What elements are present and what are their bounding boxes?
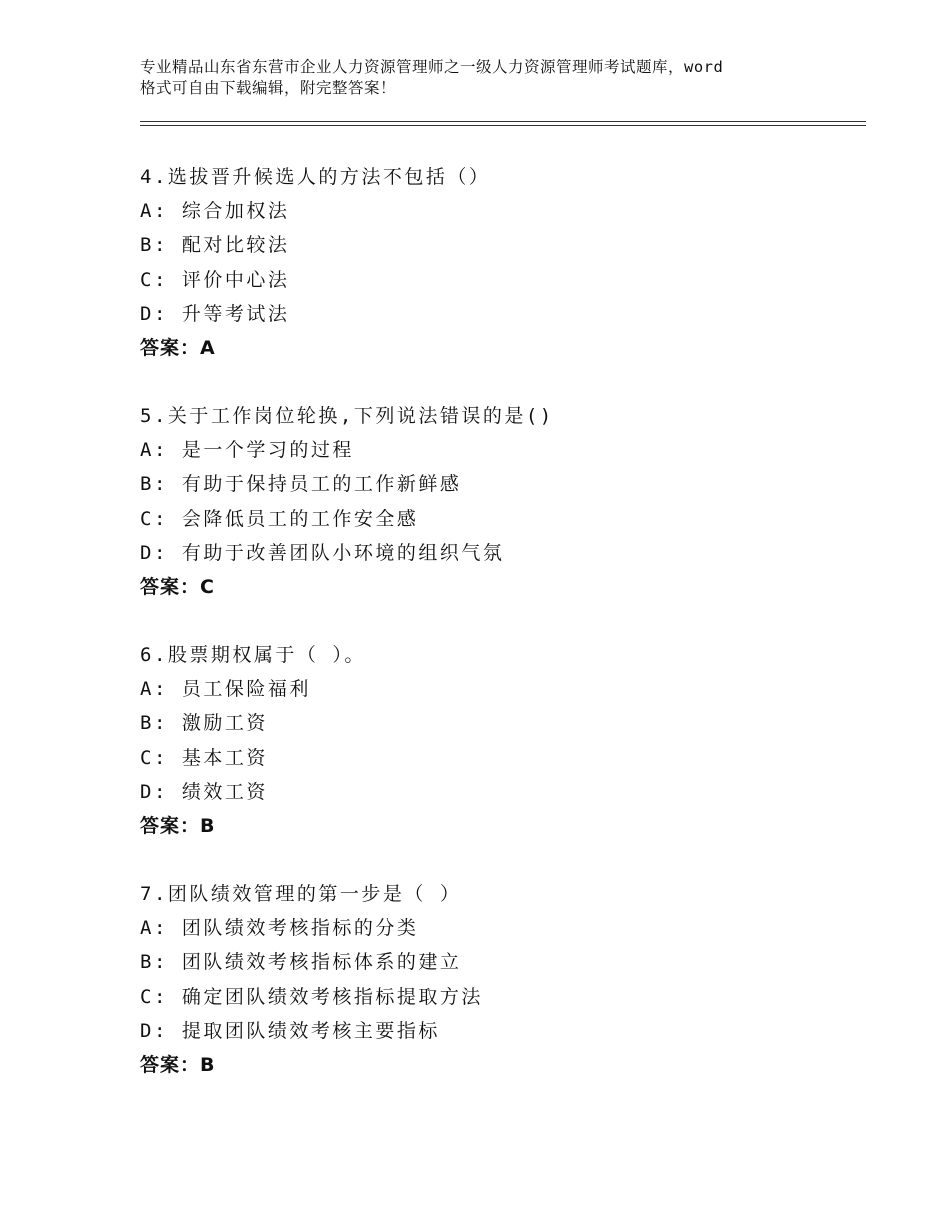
header-line-2: 格式可自由下载编辑，附完整答案！ [140, 79, 397, 97]
document-header [140, 57, 830, 99]
header-divider-top [140, 121, 866, 122]
option-a: A: 综合加权法 [140, 200, 290, 223]
answer-label: 答案：C [140, 575, 215, 598]
option-b: B: 激励工资 [140, 712, 268, 735]
option-d: D: 提取团队绩效考核主要指标 [140, 1019, 440, 1042]
question-stem: 4.选拔晋升候选人的方法不包括（） [140, 166, 491, 188]
option-a: A: 员工保险福利 [140, 678, 311, 701]
option-d: D: 升等考试法 [140, 302, 290, 325]
option-c: C: 基本工资 [140, 746, 268, 769]
option-a: A: 团队绩效考核指标的分类 [140, 917, 419, 940]
question-block [140, 160, 840, 365]
answer-label: 答案：B [140, 814, 216, 837]
question-block [140, 877, 840, 1082]
option-d: D: 有助于改善团队小环境的组织气氛 [140, 541, 505, 564]
question-block [140, 399, 840, 604]
option-c: C: 评价中心法 [140, 268, 290, 291]
question-stem: 6.股票期权属于（ ）。 [140, 644, 366, 666]
option-b: B: 团队绩效考核指标体系的建立 [140, 951, 462, 974]
option-d: D: 绩效工资 [140, 780, 268, 803]
answer-label: 答案：B [140, 1053, 216, 1076]
question-block [140, 638, 840, 843]
question-stem: 7.团队绩效管理的第一步是（ ） [140, 883, 462, 905]
answer-label: 答案：A [140, 336, 216, 359]
option-c: C: 确定团队绩效考核指标提取方法 [140, 985, 483, 1008]
header-divider-bottom [140, 125, 866, 126]
header-line-1: 专业精品山东省东营市企业人力资源管理师之一级人力资源管理师考试题库，word [140, 58, 724, 76]
option-b: B: 配对比较法 [140, 234, 290, 257]
option-c: C: 会降低员工的工作安全感 [140, 507, 419, 530]
option-a: A: 是一个学习的过程 [140, 439, 354, 462]
option-b: B: 有助于保持员工的工作新鲜感 [140, 473, 462, 496]
question-stem: 5.关于工作岗位轮换,下列说法错误的是() [140, 405, 554, 427]
